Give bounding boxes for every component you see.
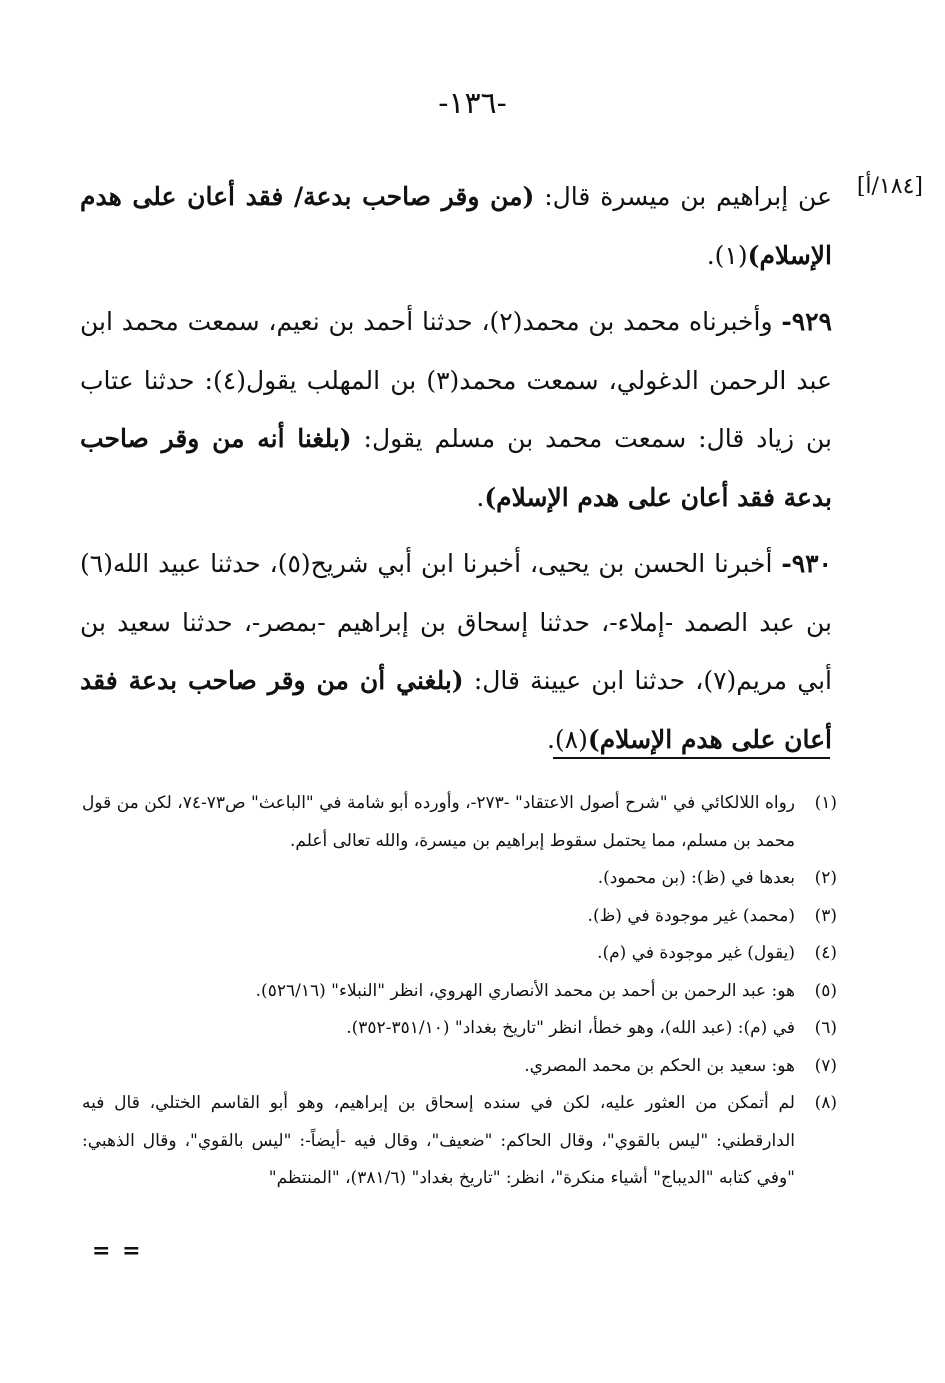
footnote-text: هو: عبد الرحمن بن أحمد بن محمد الأنصاري الهروي، انظر "النبلاء" (٥٢٦/١٦).	[255, 980, 795, 1001]
footnote-text: بعدها في (ظ): (بن محمود).	[597, 868, 795, 888]
footnote-8	[82, 1085, 837, 1198]
isnad-text: وأخبرناه محمد بن محمد(٢)، حدثنا أحمد بن نعيم، سمعت محمد ابن عبد الرحمن الدغولي، سمعت محمد(٣) بن المهلب يقول(٤): حدثنا عتاب بن زياد قال: سمعت محمد بن مسلم يقول:	[80, 307, 832, 453]
footnote-number: (٤)	[814, 943, 837, 963]
footnote-6	[82, 1010, 837, 1048]
isnad-text: أخبرنا الحسن بن يحيى، أخبرنا ابن أبي شريح(٥)، حدثنا عبيد الله(٦) بن عبد الصمد -إملاء-، حدثنا إسحاق بن إبراهيم -بمصر-، حدثنا سعيد بن أبي مريم(٧)، حدثنا ابن عيينة قال:	[80, 549, 832, 695]
footnote-ref: (٨).	[546, 724, 588, 754]
main-text	[80, 168, 832, 777]
footnote-separator	[553, 757, 830, 759]
paragraph-930	[80, 535, 832, 769]
paragraph-number: ٩٣٠-	[781, 549, 832, 578]
footnote-number: (٣)	[814, 905, 837, 926]
footnote-text: رواه اللالكائي في "شرح أصول الاعتقاد" -٢٧٣-، وأورده أبو شامة في "الباعث" ص٧٣-٧٤، لكن من قول محمد بن مسلم، مما يحتمل سقوط إبراهيم بن ميسرة، والله تعالى أعلم.	[82, 793, 796, 851]
footnote-number: (٨)	[814, 1093, 837, 1113]
footnote-5	[82, 973, 837, 1011]
footnote-text: (يقول) غير موجودة في (م).	[597, 943, 795, 963]
footnote-number: (٦)	[814, 1018, 837, 1038]
page-number: -١٣٦-	[438, 86, 507, 121]
footnote-ref: (١).	[706, 240, 748, 270]
footnote-2	[82, 860, 837, 898]
footnote-number: (٥)	[814, 980, 837, 1001]
footnote-text: لم أتمكن من العثور عليه، لكن في سنده إسحاق بن إبراهيم، وهو أبو القاسم الختلي، قال فيه الدارقطني: "ليس بالقوي"، وقال الحاكم: "ضعيف"، وقال فيه -أيضاً-: "ليس بالقوي"، وقال الذهبي: "وفي كتابه "الديباج" أشياء منكرة"، انظر: "تاريخ بغداد" (٣٨١/٦)، "المنتظم"	[82, 1093, 795, 1188]
continuation-mark: = =	[92, 1238, 143, 1264]
quoted-saying: (بلغني أن من وقر صاحب بدعة فقد أعان على هدم الإسلام)	[80, 666, 832, 754]
paragraph-929	[80, 293, 832, 527]
footnote-4	[82, 935, 837, 973]
footnote-number: (٧)	[814, 1055, 837, 1076]
footnote-text: هو: سعيد بن الحكم بن محمد المصري.	[524, 1055, 795, 1076]
footnote-text: في (م): (عبد الله)، وهو خطأ، انظر "تاريخ بغداد" (٣٥١/١٠-٣٥٢).	[346, 1018, 795, 1038]
paragraph-ibrahim-ibn-maysara	[80, 168, 832, 285]
paragraph-number: ٩٢٩-	[781, 307, 832, 336]
paragraph-end: .	[476, 482, 485, 512]
manuscript-folio-reference: [١٨٤/أ]	[856, 174, 923, 199]
footnote-1	[82, 785, 837, 860]
footnote-text: (محمد) غير موجودة في (ظ).	[587, 905, 795, 926]
footnote-7	[82, 1048, 837, 1086]
footnote-3	[82, 898, 837, 936]
isnad-text: عن إبراهيم بن ميسرة قال:	[534, 182, 832, 211]
footnote-number: (١)	[814, 793, 837, 813]
footnote-number: (٢)	[814, 868, 837, 888]
quoted-saying: (من وقر صاحب بدعة/ فقد أعان على هدم الإسلام)	[80, 182, 832, 270]
quoted-saying: (بلغنا أنه من وقر صاحب بدعة فقد أعان على هدم الإسلام)	[80, 424, 832, 512]
footnotes	[82, 785, 837, 1198]
